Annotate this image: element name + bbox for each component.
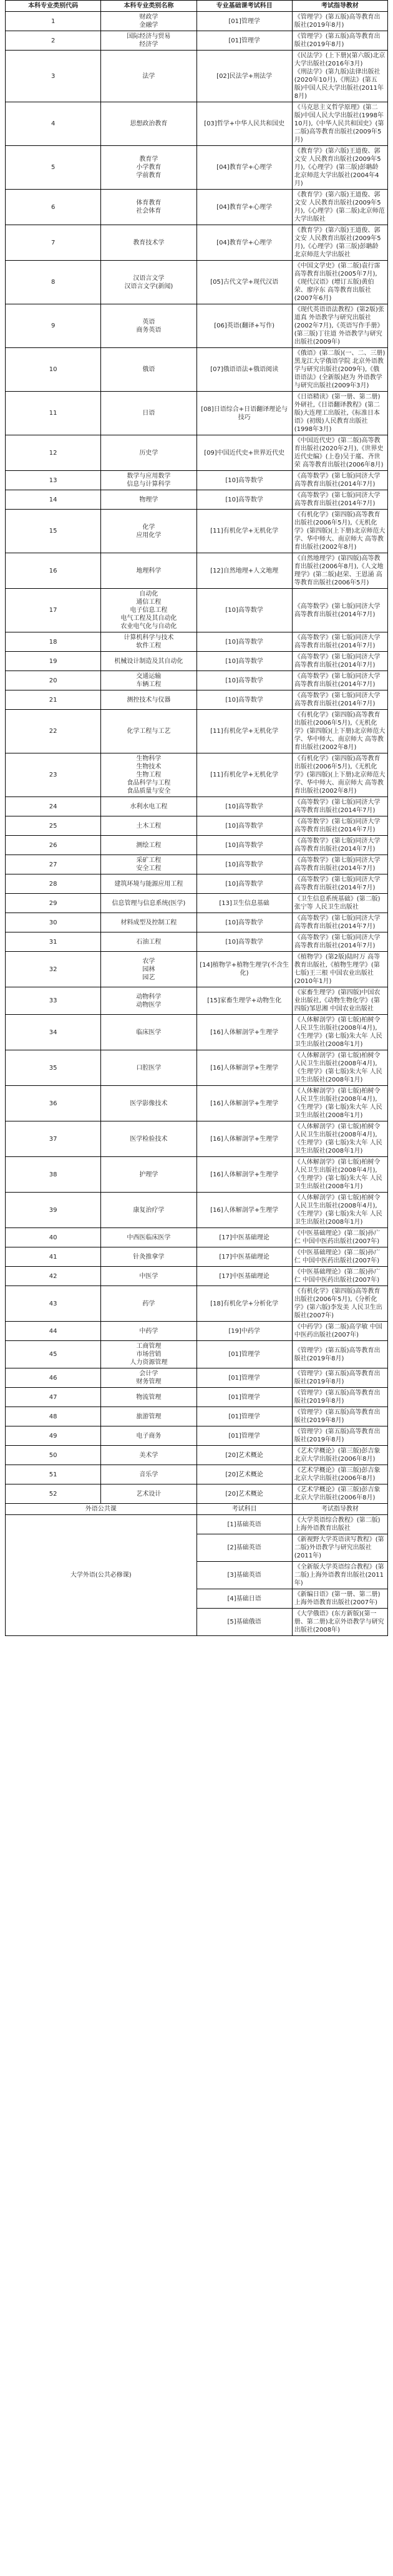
row-subject: [06]英语(翻译+写作) [196,304,292,348]
row-textbook: 《管理学》(第五版)高等教育出版社(2019年8月) [292,31,387,51]
row-subject: [01]管理学 [196,1368,292,1388]
table-row [6,1157,388,1193]
exam-table [5,0,388,1636]
table-row [6,348,388,392]
row-code: 50 [6,1446,101,1465]
row-textbook: 《中国近代史》(第二版)高等教育出版社(2020年2月),《世界史近代史编》(上卷)吴于廑、齐世荣 高等教育出版社(2006年8月) [292,435,387,471]
row-subject: [10]高等数学 [196,671,292,690]
foreign-textbook: 《全新版大学英语综合教程》(第二版)上海外语教育出版社(2011年) [292,1562,387,1589]
row-code: 51 [6,1465,101,1484]
table-body [6,12,388,1504]
row-major-name: 康复治疗学 [101,1193,196,1228]
foreign-header-book: 考试指导教材 [292,1504,387,1515]
row-code: 8 [6,261,101,304]
row-code: 21 [6,690,101,710]
table-row [6,1407,388,1426]
table-row [6,1484,388,1504]
row-major-name: 药学 [101,1286,196,1322]
foreign-header-subject: 考试科目 [196,1504,292,1515]
row-textbook: 《高等数学》(第七版)同济大学 高等教育出版社(2014年7月) [292,836,387,855]
row-subject: [01]管理学 [196,12,292,31]
row-subject: [02]民法学+刑法学 [196,51,292,102]
table-row [6,1286,388,1322]
row-textbook: 《有机化学》(第四版)高等教育出版社(2006年5月),《无机化学》(第四版)(上下册)北京师范大学、华中师大、南京师大 高等教育出版社(2002年8月) [292,753,387,797]
row-major-name: 水利水电工程 [101,797,196,816]
row-textbook: 《艺术学概论》(第三版)彭吉象 北京大学出版社(2006年8月) [292,1446,387,1465]
row-major-name: 中医学 [101,1267,196,1286]
row-subject: [13]卫生信息基础 [196,894,292,913]
row-code: 31 [6,932,101,952]
row-subject: [16]人体解剖学+生理学 [196,1050,292,1086]
row-code: 11 [6,392,101,435]
row-textbook: 《中医基础理论》(第二版)孙广仁 中国中医药出版社(2007年) [292,1267,387,1286]
row-textbook: 《教育学》(第六版)王道俊、郭文安 人民教育出版社(2009年5月),《心理学》(第三版)彭聃龄 北京师范大学出版社(2004年4月) [292,146,387,190]
row-subject: [04]教育学+心理学 [196,190,292,225]
row-textbook: 《艺术学概论》(第三版)彭吉象 北京大学出版社(2006年8月) [292,1465,387,1484]
row-subject: [20]艺术概论 [196,1465,292,1484]
row-subject: [17]中医基础理论 [196,1247,292,1267]
table-row [6,855,388,874]
row-textbook: 《人体解剖学》(第七版)柏树令 人民卫生出版社(2008年4月),《生理学》(第七版)朱大年 人民卫生出版社(2008年1月) [292,1086,387,1121]
row-code: 4 [6,102,101,146]
row-major-name: 医学影像技术 [101,1086,196,1121]
row-major-name: 音乐学 [101,1465,196,1484]
table-row [6,1446,388,1465]
row-textbook: 《中国文学史》(第二版)袁行霈 高等教育出版社(2005年7月),《现代汉语》(增订五版)黄伯荣、廖序东 高等教育出版社(2007年6月) [292,261,387,304]
row-code: 47 [6,1388,101,1407]
row-textbook: 《俄语》(第二版)(一、二、三册)黑龙江大学俄语学院 北京外语教学与研究出版社(2009年),《俄语语法》(全新版)赵为 外语教学与研究出版社(2009年3月) [292,348,387,392]
row-code: 42 [6,1267,101,1286]
table-row [6,1086,388,1121]
row-textbook: 《植物学》(第2版)陆时万 高等教育出版社,《植物生理学》(第七版)王三根 中国农业出版社(2010年1月) [292,952,387,987]
table-row [6,510,388,553]
table-row [6,1193,388,1228]
row-textbook: 《高等数学》(第七版)同济大学 高等教育出版社(2014年7月) [292,690,387,710]
row-textbook: 《高等数学》(第七版)同济大学 高等教育出版社(2014年7月) [292,913,387,932]
table-row [6,1341,388,1368]
table-row [6,690,388,710]
foreign-subject: [5]基础俄语 [196,1609,292,1636]
row-subject: [01]管理学 [196,31,292,51]
foreign-subject: [2]基础英语 [196,1534,292,1562]
row-code: 15 [6,510,101,553]
row-major-name: 口腔医学 [101,1050,196,1086]
table-row [6,392,388,435]
row-major-name: 数学与应用数学 信息与计算科学 [101,471,196,490]
table-row [6,589,388,632]
row-major-name: 法学 [101,51,196,102]
row-subject: [10]高等数学 [196,816,292,836]
row-code: 26 [6,836,101,855]
row-subject: [20]艺术概论 [196,1446,292,1465]
row-major-name: 医学检验技术 [101,1121,196,1157]
table-row [6,1050,388,1086]
table-row [6,1368,388,1388]
row-code: 22 [6,710,101,753]
table-row [6,1247,388,1267]
table-row [6,12,388,31]
row-subject: [07]俄语语法+俄语阅读 [196,348,292,392]
row-code: 6 [6,190,101,225]
row-code: 3 [6,51,101,102]
row-textbook: 《管理学》(第五版)高等教育出版社(2019年8月) [292,1368,387,1388]
row-textbook: 《管理学》(第五版)高等教育出版社(2019年8月) [292,1388,387,1407]
row-code: 7 [6,225,101,261]
row-subject: [01]管理学 [196,1341,292,1368]
row-subject: [01]管理学 [196,1388,292,1407]
row-textbook: 《中药学》(第二版)高学敏 中国中医药出版社(2007年) [292,1322,387,1341]
row-code: 10 [6,348,101,392]
row-subject: [15]家畜生理学+动物生化 [196,987,292,1015]
row-subject: [10]高等数学 [196,797,292,816]
row-major-name: 临床医学 [101,1015,196,1050]
foreign-row [6,1515,388,1534]
row-subject: [16]人体解剖学+生理学 [196,1193,292,1228]
row-textbook: 《高等数学》(第七版)同济大学 高等教育出版社(2014年7月) [292,589,387,632]
row-textbook: 《人体解剖学》(第七版)柏树令 人民卫生出版社(2008年4月),《生理学》(第七版)朱大年 人民卫生出版社(2008年1月) [292,1121,387,1157]
table-row [6,1322,388,1341]
row-textbook: 《有机化学》(第四版)高等教育出版社(2006年5月),《分析化学》(第六版)李发美 人民卫生出版社(2007年) [292,1286,387,1322]
header-book: 考试指导教材 [292,1,387,12]
table-row [6,31,388,51]
row-code: 2 [6,31,101,51]
table-row [6,51,388,102]
foreign-subject: [4]基础日语 [196,1589,292,1609]
table-row [6,102,388,146]
row-major-name: 生物科学 生物技术 生物工程 食品科学与工程 食品质量与安全 [101,753,196,797]
foreign-subject: [1]基础英语 [196,1515,292,1534]
row-code: 46 [6,1368,101,1388]
row-major-name: 地理科学 [101,553,196,589]
table-row [6,1388,388,1407]
row-textbook: 《高等数学》(第七版)同济大学 高等教育出版社(2014年7月) [292,471,387,490]
row-major-name: 体育教育 社会体育 [101,190,196,225]
row-subject: [16]人体解剖学+生理学 [196,1121,292,1157]
table-row [6,932,388,952]
row-textbook: 《管理学》(第五版)高等教育出版社(2019年8月) [292,1426,387,1446]
row-code: 48 [6,1407,101,1426]
table-row [6,146,388,190]
row-subject: [11]有机化学+无机化学 [196,753,292,797]
row-major-name: 计算机科学与技术 软件工程 [101,632,196,652]
row-major-name: 动物科学 动物医学 [101,987,196,1015]
table-row [6,1121,388,1157]
table-row [6,490,388,510]
row-major-name: 汉语言文学 汉语言文学(新闻) [101,261,196,304]
row-code: 5 [6,146,101,190]
row-major-name: 工商管理 市场营销 人力资源管理 [101,1341,196,1368]
row-major-name: 美术学 [101,1446,196,1465]
row-major-name: 电子商务 [101,1426,196,1446]
table-row [6,261,388,304]
row-major-name: 机械设计制造及其自动化 [101,652,196,671]
row-textbook: 《民法学》(上下册)(第六版)北京大学出版社(2016年3月) 《刑法学》(第九版)法律出版社(2020年10月),《刑法》(第五版)中国人民大学出版社(2011年8月) [292,51,387,102]
row-textbook: 《日语精读》(第一册、第二册)外研社,《日语翻译教程》(第二版)大连理工出版社,《标准日本语》(初级)人民教育出版社(1998年3月) [292,392,387,435]
row-major-name: 财政学 金融学 [101,12,196,31]
row-subject: [11]有机化学+无机化学 [196,710,292,753]
row-subject: [01]管理学 [196,1426,292,1446]
row-major-name: 中药学 [101,1322,196,1341]
table-row [6,553,388,589]
row-textbook: 《高等数学》(第七版)同济大学 高等教育出版社(2014年7月) [292,855,387,874]
row-major-name: 针灸推拿学 [101,1247,196,1267]
row-code: 27 [6,855,101,874]
row-code: 36 [6,1086,101,1121]
row-code: 19 [6,652,101,671]
row-major-name: 建筑环境与能源应用工程 [101,874,196,894]
row-major-name: 化学工程与工艺 [101,710,196,753]
table-row [6,1015,388,1050]
row-major-name: 教育技术学 [101,225,196,261]
table-row [6,874,388,894]
row-code: 25 [6,816,101,836]
table-row [6,797,388,816]
table-row [6,1267,388,1286]
row-subject: [12]自然地理+人文地理 [196,553,292,589]
row-textbook: 《教育学》(第六版)王道俊、郭文安 人民教育出版社(2009年5月),《心理学》(第三版)彭聃龄 北京师范大学出版社 [292,225,387,261]
row-textbook: 《高等数学》(第七版)同济大学 高等教育出版社(2014年7月) [292,652,387,671]
row-major-name: 交通运输 车辆工程 [101,671,196,690]
row-textbook: 《高等数学》(第七版)同济大学 高等教育出版社(2014年7月) [292,671,387,690]
row-textbook: 《现代英语语法教程》(第2版)张道真 外语教学与研究出版社(2002年7月),《英语写作手册》(第三版)丁往道 外语教学与研究出版社(2009年) [292,304,387,348]
row-major-name: 采矿工程 安全工程 [101,855,196,874]
row-major-name: 英语 商务英语 [101,304,196,348]
row-code: 49 [6,1426,101,1446]
row-subject: [16]人体解剖学+生理学 [196,1015,292,1050]
row-code: 16 [6,553,101,589]
row-major-name: 化学 应用化学 [101,510,196,553]
row-code: 23 [6,753,101,797]
table-row [6,816,388,836]
row-major-name: 艺术设计 [101,1484,196,1504]
table-row [6,987,388,1015]
row-code: 1 [6,12,101,31]
row-textbook: 《高等数学》(第七版)同济大学 高等教育出版社(2014年7月) [292,932,387,952]
row-major-name: 中西医临床医学 [101,1228,196,1247]
row-major-name: 物理学 [101,490,196,510]
row-subject: [01]管理学 [196,1407,292,1426]
row-major-name: 历史学 [101,435,196,471]
row-code: 24 [6,797,101,816]
row-textbook: 《中医基础理论》(第二版)孙广仁 中国中医药出版社(2007年) [292,1228,387,1247]
row-subject: [17]中医基础理论 [196,1228,292,1247]
foreign-left-label: 大学外语(公共必修课) [6,1515,197,1636]
row-subject: [10]高等数学 [196,932,292,952]
row-major-name: 农学 园林 园艺 [101,952,196,987]
row-textbook: 《高等数学》(第七版)同济大学 高等教育出版社(2014年7月) [292,490,387,510]
table-row [6,913,388,932]
row-code: 43 [6,1286,101,1322]
row-subject: [10]高等数学 [196,471,292,490]
row-textbook: 《自然地理学》(第四版)高等教育出版社(2006年8月),《人文地理学》(第二版)赵荣、王恩涌 高等教育出版社(2006年5月) [292,553,387,589]
row-code: 45 [6,1341,101,1368]
row-textbook: 《人体解剖学》(第七版)柏树令 人民卫生出版社(2008年4月),《生理学》(第七版)朱大年 人民卫生出版社(2008年1月) [292,1157,387,1193]
foreign-textbook: 《大学俄语》(东方新版)(第一册、第二册)北京外语教学与研究出版社(2008年) [292,1609,387,1636]
table-row [6,225,388,261]
row-subject: [16]人体解剖学+生理学 [196,1086,292,1121]
header-subject: 专业基础课考试科目 [196,1,292,12]
row-textbook: 《有机化学》(第四版)高等教育出版社(2006年5月),《无机化学》(第四版)(上下册)北京师范大学、华中师大、南京师大 高等教育出版社(2002年8月) [292,510,387,553]
row-subject: [08]日语综合+日语翻译理论与技巧 [196,392,292,435]
row-subject: [14]植物学+植物生理学(不含生化) [196,952,292,987]
table-row [6,753,388,797]
row-subject: [10]高等数学 [196,632,292,652]
row-textbook: 《高等数学》(第七版)同济大学 高等教育出版社(2014年7月) [292,632,387,652]
row-subject: [05]古代文学+现代汉语 [196,261,292,304]
row-code: 38 [6,1157,101,1193]
row-textbook: 《中医基础理论》(第二版)孙广仁 中国中医药出版社(2007年) [292,1247,387,1267]
foreign-textbook: 《新编日语》(第一册、第二册)上海外语教育出版社(2007年) [292,1589,387,1609]
header-name: 本科专业类别名称 [101,1,196,12]
row-major-name: 教育学 小学教育 学前教育 [101,146,196,190]
table-row [6,710,388,753]
row-subject: [10]高等数学 [196,690,292,710]
row-code: 14 [6,490,101,510]
row-code: 28 [6,874,101,894]
table-row [6,190,388,225]
row-textbook: 《教育学》(第六版)王道俊、郭文安 人民教育出版社(2009年5月),《心理学》(第二版)北京师范大学出版社 [292,190,387,225]
header-code: 本科专业类别代码 [6,1,101,12]
row-major-name: 旅游管理 [101,1407,196,1426]
row-major-name: 自动化 通信工程 电子信息工程 电气工程及其自动化 农业电气化与自动化 [101,589,196,632]
row-textbook: 《高等数学》(第七版)同济大学 高等教育出版社(2014年7月) [292,797,387,816]
row-code: 33 [6,987,101,1015]
row-major-name: 护理学 [101,1157,196,1193]
row-code: 12 [6,435,101,471]
table-row [6,652,388,671]
row-code: 13 [6,471,101,490]
row-subject: [10]高等数学 [196,490,292,510]
foreign-textbook: 《新视野大学英语读写教程》(第二版)外语教学与研究出版社(2011年) [292,1534,387,1562]
table-header-row [6,1,388,12]
row-subject: [10]高等数学 [196,836,292,855]
row-textbook: 《管理学》(第五版)高等教育出版社(2019年8月) [292,1407,387,1426]
row-textbook: 《卫生信息系统基础》(第二版)张宁等 人民卫生出版社 [292,894,387,913]
row-textbook: 《家畜生理学》(第四版)中国农业出版社,《动物生物化学》(第四版)邹思湘 中国农业出版社 [292,987,387,1015]
row-subject: [03]哲学+中华人民共和国史 [196,102,292,146]
row-major-name: 测控技术与仪器 [101,690,196,710]
table-row [6,1465,388,1484]
table-row [6,435,388,471]
row-textbook: 《高等数学》(第七版)同济大学 高等教育出版社(2014年7月) [292,816,387,836]
row-major-name: 日语 [101,392,196,435]
foreign-textbook: 《大学英语综合教程》(第二版)上海外语教育出版社 [292,1515,387,1534]
table-row [6,1228,388,1247]
table-row [6,671,388,690]
row-code: 34 [6,1015,101,1050]
row-major-name: 思想政治教育 [101,102,196,146]
table-row [6,952,388,987]
table-row [6,632,388,652]
row-code: 9 [6,304,101,348]
foreign-section [6,1504,388,1636]
row-code: 40 [6,1228,101,1247]
row-textbook: 《艺术学概论》(第三版)彭吉象 北京大学出版社(2006年8月) [292,1484,387,1504]
row-subject: [20]艺术概论 [196,1484,292,1504]
row-code: 44 [6,1322,101,1341]
row-code: 20 [6,671,101,690]
row-code: 37 [6,1121,101,1157]
foreign-header-row [6,1504,388,1515]
row-textbook: 《人体解剖学》(第七版)柏树令 人民卫生出版社(2008年4月),《生理学》(第七版)朱大年 人民卫生出版社(2008年1月) [292,1050,387,1086]
row-subject: [04]教育学+心理学 [196,146,292,190]
foreign-header-left: 外语公共课 [6,1504,197,1515]
row-textbook: 《有机化学》(第四版)高等教育出版社(2006年5月),《无机化学》(第四版)(上下册)北京师范大学、华中师大、南京师大 高等教育出版社(2002年8月) [292,710,387,753]
row-subject: [10]高等数学 [196,855,292,874]
row-subject: [04]教育学+心理学 [196,225,292,261]
row-code: 32 [6,952,101,987]
row-major-name: 物流管理 [101,1388,196,1407]
row-code: 39 [6,1193,101,1228]
row-textbook: 《人体解剖学》(第七版)柏树令 人民卫生出版社(2008年4月),《生理学》(第七版)朱大年 人民卫生出版社(2008年1月) [292,1015,387,1050]
row-subject: [18]有机化学+分析化学 [196,1286,292,1322]
row-major-name: 俄语 [101,348,196,392]
row-subject: [10]高等数学 [196,652,292,671]
row-major-name: 土木工程 [101,816,196,836]
foreign-subject: [3]基础英语 [196,1562,292,1589]
table-row [6,1426,388,1446]
table-row [6,471,388,490]
row-code: 35 [6,1050,101,1086]
row-major-name: 信息管理与信息系统(医学) [101,894,196,913]
row-major-name: 会计学 财务管理 [101,1368,196,1388]
row-textbook: 《管理学》(第五版)高等教育出版社(2019年8月) [292,1341,387,1368]
row-major-name: 材料成型及控制工程 [101,913,196,932]
row-major-name: 石油工程 [101,932,196,952]
row-major-name: 国际经济与贸易 经济学 [101,31,196,51]
row-code: 17 [6,589,101,632]
row-textbook: 《管理学》(第五版)高等教育出版社(2019年8月) [292,12,387,31]
row-subject: [17]中医基础理论 [196,1267,292,1286]
row-code: 52 [6,1484,101,1504]
row-major-name: 测绘工程 [101,836,196,855]
row-code: 41 [6,1247,101,1267]
row-subject: [09]中国近代史+世界近代史 [196,435,292,471]
table-row [6,836,388,855]
row-subject: [10]高等数学 [196,589,292,632]
table-row [6,304,388,348]
row-textbook: 《高等数学》(第七版)同济大学 高等教育出版社(2014年7月) [292,874,387,894]
row-subject: [16]人体解剖学+生理学 [196,1157,292,1193]
row-subject: [10]高等数学 [196,913,292,932]
row-textbook: 《马克思主义哲学原理》(第二版)中国人民大学出版社(1998年10月),《中华人民共和国史》(第二版)高等教育出版社(2009年5月) [292,102,387,146]
row-subject: [11]有机化学+无机化学 [196,510,292,553]
table-row [6,894,388,913]
row-subject: [19]中药学 [196,1322,292,1341]
row-textbook: 《人体解剖学》(第七版)柏树令 人民卫生出版社(2008年4月),《生理学》(第七版)朱大年 人民卫生出版社(2008年1月) [292,1193,387,1228]
row-code: 29 [6,894,101,913]
row-subject: [10]高等数学 [196,874,292,894]
row-code: 18 [6,632,101,652]
row-code: 30 [6,913,101,932]
